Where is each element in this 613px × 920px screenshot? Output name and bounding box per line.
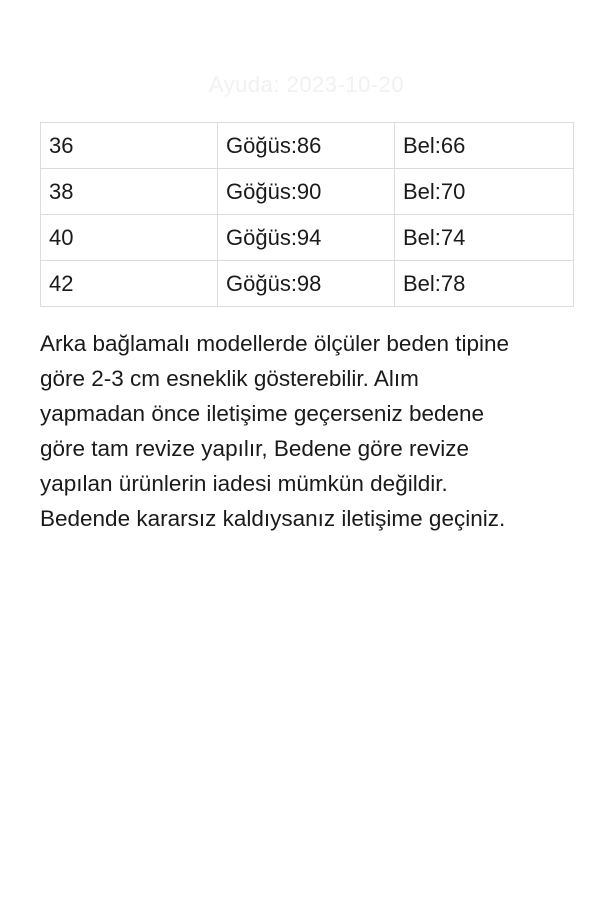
size-note-paragraph (40, 326, 585, 536)
table-row (41, 215, 574, 261)
waist-cell: Bel:78 (395, 261, 574, 307)
table-row (41, 169, 574, 215)
chest-cell: Göğüs:86 (218, 123, 395, 169)
faded-header-text: Ayuda: 2023-10-20 (208, 72, 405, 97)
table-row (41, 261, 574, 307)
chest-cell: Göğüs:90 (218, 169, 395, 215)
waist-cell: Bel:66 (395, 123, 574, 169)
note-line: Bedende kararsız kaldıysanız iletişime geçiniz. (40, 506, 506, 531)
size-cell: 38 (41, 169, 218, 215)
size-cell: 36 (41, 123, 218, 169)
table-row (41, 123, 574, 169)
waist-cell: Bel:70 (395, 169, 574, 215)
size-table (40, 122, 574, 307)
waist-cell: Bel:74 (395, 215, 574, 261)
note-line: göre 2-3 cm esneklik gösterebilir. Alım (40, 366, 419, 391)
chest-cell: Göğüs:98 (218, 261, 395, 307)
note-line: Arka bağlamalı modellerde ölçüler beden tipine (40, 331, 510, 356)
chest-cell: Göğüs:94 (218, 215, 395, 261)
note-line: yapmadan önce iletişime geçerseniz bedene (40, 401, 485, 426)
size-cell: 40 (41, 215, 218, 261)
note-line: göre tam revize yapılır, Bedene göre revize (40, 436, 469, 461)
size-cell: 42 (41, 261, 218, 307)
note-line: yapılan ürünlerin iadesi mümkün değildir. (40, 471, 448, 496)
